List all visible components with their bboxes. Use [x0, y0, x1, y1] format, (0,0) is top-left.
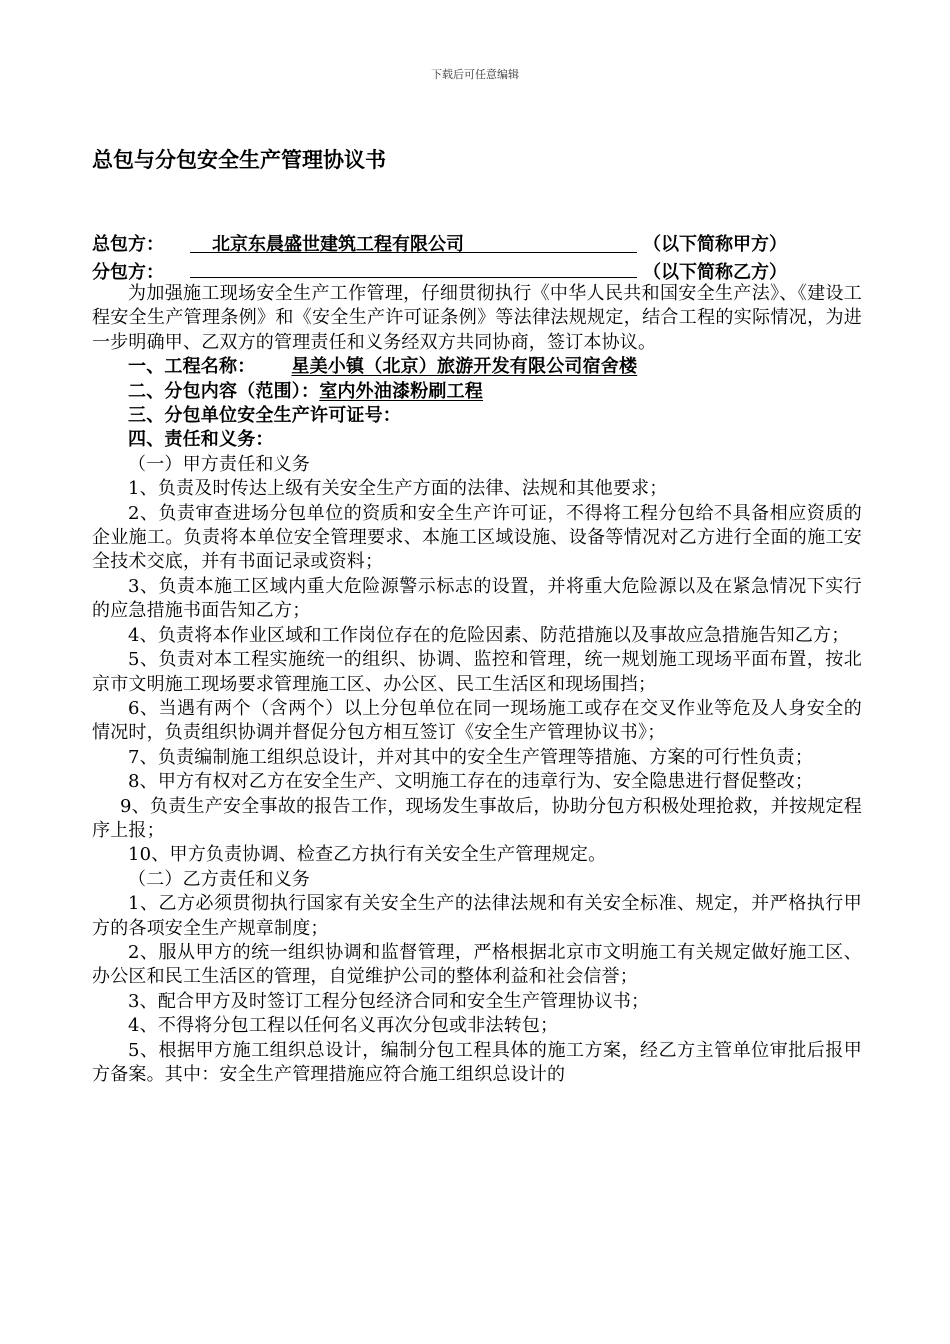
- general-contractor-label: 总包方：: [92, 234, 164, 255]
- subcontractor-name-blank: [190, 257, 637, 278]
- page-header-note: 下载后可任意编辑: [431, 68, 519, 81]
- document-title: 总包与分包安全生产管理协议书: [92, 148, 386, 172]
- scope-label: 二、分包内容（范围）：: [128, 380, 320, 402]
- party-a-item: 7、负责编制施工组织总设计，并对其中的安全生产管理等措施、方案的可行性负责；: [128, 746, 814, 768]
- party-a-heading: （一）甲方责任和义务: [128, 453, 310, 475]
- party-a-item: 10、甲方负责协调、检查乙方执行有关安全生产管理规定。: [128, 844, 607, 866]
- party-b-item: 3、配合甲方及时签订工程分包经济合同和安全生产管理协议书；: [128, 990, 650, 1012]
- scope-line: [92, 380, 862, 404]
- intro-paragraph: 为加强施工现场安全生产工作管理，仔细贯彻执行《中华人民共和国安全生产法》、《建设工程安全生产管理条例》和《安全生产许可证条例》等法律法规规定，结合工程的实际情况，为进一步明确甲、乙双方的管理责任和义务经双方共同协商，签订本协议。: [92, 283, 862, 353]
- general-contractor-name: 北京东晨盛世建筑工程有限公司: [190, 232, 637, 253]
- party-a-item: 9、负责生产安全事故的报告工作，现场发生事故后，协助分包方积极处理抢救，并按规定程序上报；: [92, 795, 862, 841]
- party-b-item: 2、服从甲方的统一组织协调和监督管理，严格根据北京市文明施工有关规定做好施工区、办公区和民工生活区的管理，自觉维护公司的整体利益和社会信誉；: [92, 941, 862, 988]
- agreement-body: [92, 282, 862, 1087]
- duties-heading: 四、责任和义务：: [128, 429, 274, 451]
- project-name-line: [92, 355, 862, 379]
- subcontractor-note: （以下简称乙方）: [643, 262, 787, 283]
- general-contractor-row: [92, 232, 862, 257]
- party-a-item: 3、负责本施工区域内重大危险源警示标志的设置，并将重大危险源以及在紧急情况下实行的应急措施书面告知乙方；: [92, 575, 862, 622]
- subcontractor-label: 分包方：: [92, 262, 164, 283]
- party-b-heading: （二）乙方责任和义务: [128, 868, 310, 890]
- party-b-item: 5、根据甲方施工组织总设计，编制分包工程具体的施工方案，经乙方主管单位审批后报甲方备案。其中：安全生产管理措施应符合施工组织总设计的: [92, 1039, 862, 1085]
- parties-block: [92, 232, 862, 282]
- party-a-item: 8、甲方有权对乙方在安全生产、文明施工存在的违章行为、安全隐患进行督促整改；: [128, 771, 814, 793]
- project-name-label: 一、工程名称：: [128, 356, 256, 378]
- subcontractor-row: [92, 257, 862, 282]
- scope-value: 室内外油漆粉刷工程: [319, 380, 484, 402]
- party-a-item: 5、负责对本工程实施统一的组织、协调、监控和管理，统一规划施工现场平面布置，按北京市文明施工现场要求管理施工区、办公区、民工生活区和现场围挡；: [92, 649, 862, 695]
- party-a-item: 4、负责将本作业区域和工作岗位存在的危险因素、防范措施以及事故应急措施告知乙方；: [128, 624, 850, 646]
- party-b-item: 4、不得将分包工程以任何名义再次分包或非法转包；: [128, 1015, 559, 1037]
- general-contractor-note: （以下简称甲方）: [643, 234, 787, 255]
- party-a-item: 1、负责及时传达上级有关安全生产方面的法律、法规和其他要求；: [128, 478, 668, 500]
- project-name-text: 星美小镇（北京）旅游开发有限公司宿舍楼: [291, 356, 638, 378]
- license-line: 三、分包单位安全生产许可证号：: [128, 405, 401, 427]
- party-b-item: 1、乙方必须贯彻执行国家有关安全生产的法律法规和有关安全标准、规定，并严格执行甲方的各项安全生产规章制度；: [92, 893, 862, 939]
- party-a-item: 2、负责审查进场分包单位的资质和安全生产许可证，不得将工程分包给不具备相应资质的企业施工。负责将本单位安全管理要求、本施工区域设施、设备等情况对乙方进行全面的施工安全技术交底，并有书面记录或资料；: [92, 502, 862, 573]
- project-name-value: [255, 356, 637, 377]
- party-a-item: 6、当遇有两个（含两个）以上分包单位在同一现场施工或存在交叉作业等危及人身安全的情况时，负责组织协调并督促分包方相互签订《安全生产管理协议书》；: [92, 697, 862, 744]
